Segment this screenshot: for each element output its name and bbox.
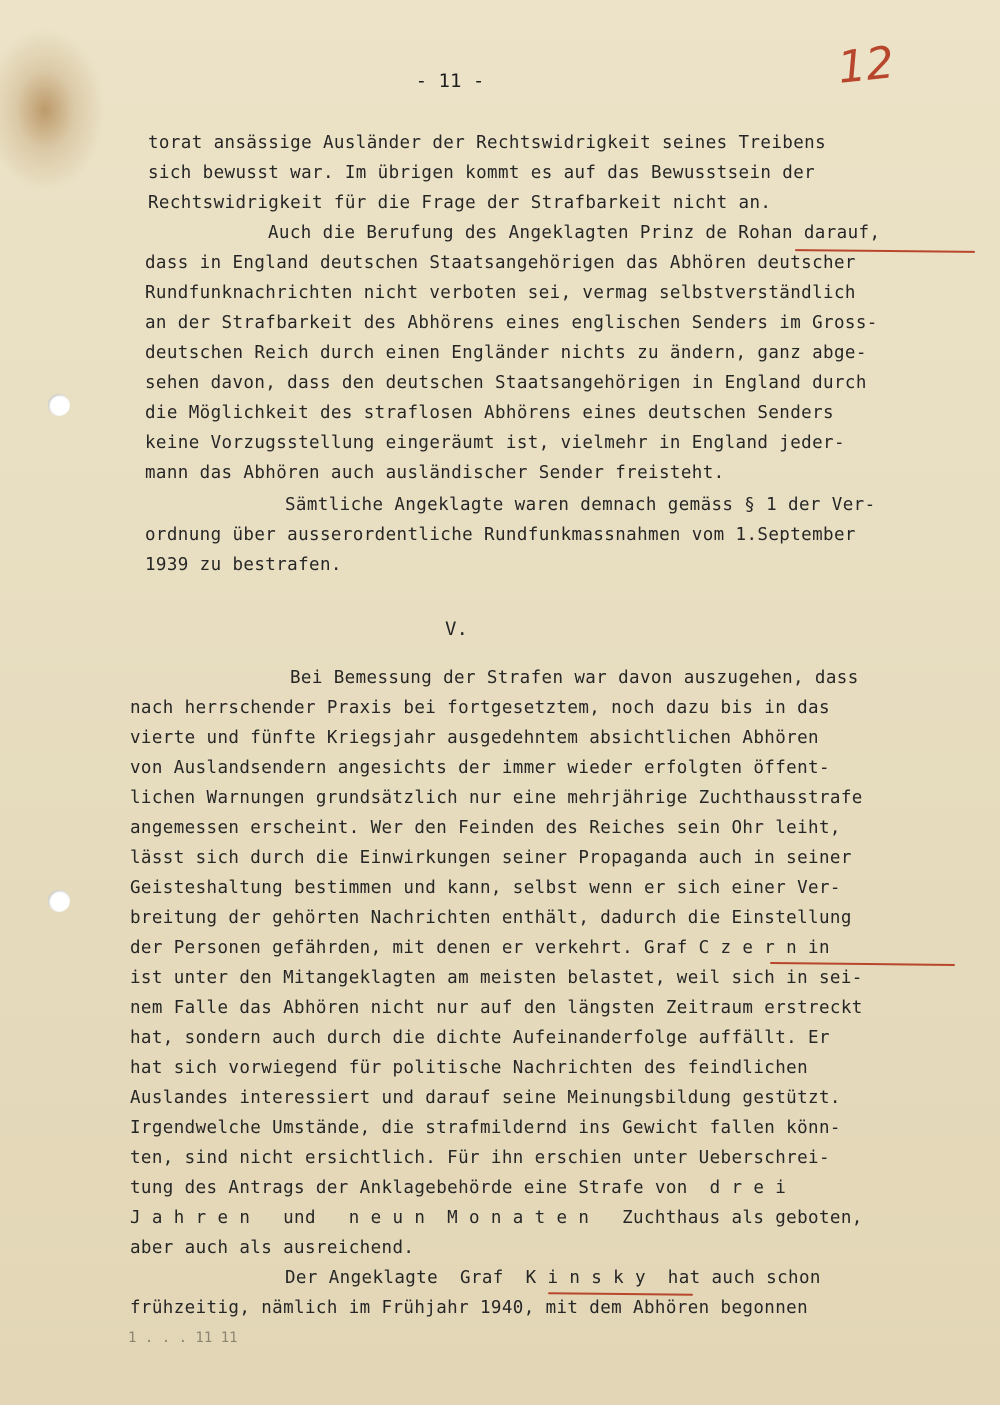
punch-hole-top [48,394,70,416]
text-line: lässt sich durch die Einwirkungen seiner Propaganda auch in seiner [130,848,852,868]
underline-kinsky [548,1292,693,1296]
text-line: deutschen Reich durch einen Engländer nichts zu ändern, ganz abge- [145,343,867,363]
text-line: sich bewusst war. Im übrigen kommt es auf das Bewusstsein der [148,163,816,183]
text-line: die Möglichkeit des straflosen Abhörens eines deutschen Senders [145,403,834,423]
text-line: hat sich vorwiegend für politische Nachrichten des feindlichen [130,1058,809,1078]
text-line: hat, sondern auch durch die dichte Aufeinanderfolge auffällt. Er [130,1028,830,1048]
text-line: 1939 zu bestrafen. [145,555,342,575]
text-line: mann das Abhören auch ausländischer Sender freisteht. [145,463,725,483]
text-line: J a h r e n und n e u n M o n a t e n Zuchthaus als geboten, [130,1208,863,1228]
text-line: der Personen gefährden, mit denen er verkehrt. Graf C z e r n in [130,938,830,958]
text-line: nem Falle das Abhören nicht nur auf den längsten Zeitraum erstreckt [130,998,863,1018]
punch-hole-bottom [48,890,70,912]
section-heading: V. [445,618,468,640]
text-line: breitung der gehörten Nachrichten enthält, dadurch die Einstellung [130,908,852,928]
text-line: ist unter den Mitangeklagten am meisten belastet, weil sich in sei- [130,968,863,988]
text-line: Auslandes interessiert und darauf seine Meinungsbildung gestützt. [130,1088,841,1108]
faded-footer-text: 1 . . . 11 11 [128,1330,238,1346]
folio-number-handwritten: 12 [835,37,897,94]
text-line: Sämtliche Angeklagte waren demnach gemäss § 1 der Ver- [285,495,876,515]
text-line: lichen Warnungen grundsätzlich nur eine mehrjährige Zuchthausstrafe [130,788,863,808]
text-line: Rundfunknachrichten nicht verboten sei, vermag selbstverständlich [145,283,856,303]
text-line: dass in England deutschen Staatsangehörigen das Abhören deutscher [145,253,856,273]
text-line: aber auch als ausreichend. [130,1238,415,1258]
text-line: tung des Antrags der Anklagebehörde eine Strafe von d r e i [130,1178,787,1198]
text-line: ordnung über ausserordentliche Rundfunkmassnahmen vom 1.September [145,525,856,545]
page-number: - 11 - [415,70,485,92]
text-line: angemessen erscheint. Wer den Feinden des Reiches sein Ohr leiht, [130,818,841,838]
text-line: sehen davon, dass den deutschen Staatsangehörigen in England durch [145,373,867,393]
text-line: Auch die Berufung des Angeklagten Prinz de Rohan darauf, [268,223,881,243]
text-line: ten, sind nicht ersichtlich. Für ihn erschien unter Ueberschrei- [130,1148,830,1168]
text-line: torat ansässige Ausländer der Rechtswidrigkeit seines Treibens [148,133,827,153]
text-line: vierte und fünfte Kriegsjahr ausgedehntem absichtlichen Abhören [130,728,819,748]
underline-czernin [770,962,955,966]
text-line: Irgendwelche Umstände, die strafmildernd ins Gewicht fallen könn- [130,1118,841,1138]
text-line: Der Angeklagte Graf K i n s k y hat auch schon [285,1268,821,1288]
text-line: Bei Bemessung der Strafen war davon auszugehen, dass [290,668,859,688]
text-line: Rechtswidrigkeit für die Frage der Strafbarkeit nicht an. [148,193,772,213]
text-line: keine Vorzugsstellung eingeräumt ist, vielmehr in England jeder- [145,433,845,453]
text-line: nach herrschender Praxis bei fortgesetztem, noch dazu bis in das [130,698,830,718]
text-line: Geisteshaltung bestimmen und kann, selbst wenn er sich einer Ver- [130,878,841,898]
text-line: von Auslandsendern angesichts der immer wieder erfolgten öffent- [130,758,830,778]
text-line: an der Strafbarkeit des Abhörens eines englischen Senders im Gross- [145,313,878,333]
text-line: frühzeitig, nämlich im Frühjahr 1940, mit dem Abhören begonnen [130,1298,809,1318]
